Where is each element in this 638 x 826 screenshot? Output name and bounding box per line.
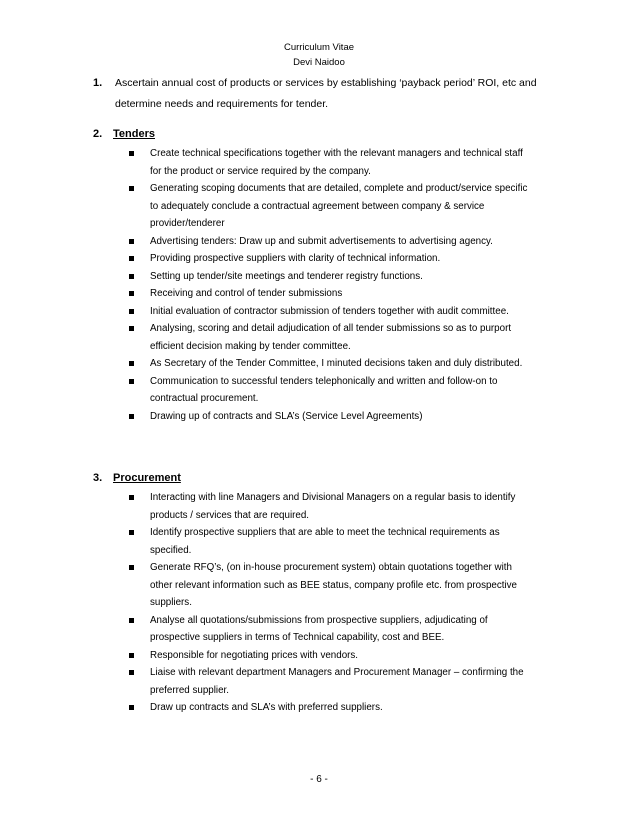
section-heading-procurement [93, 471, 181, 485]
list-item: Communication to successful tenders telephonically and written and follow-on to contractual procurement. [0, 373, 535, 408]
page-number: - 6 - [310, 774, 328, 785]
bullet-icon [129, 239, 134, 244]
list-item: Draw up contracts and SLA’s with preferred suppliers. [0, 699, 535, 717]
list-item: Responsible for negotiating prices with vendors. [0, 647, 535, 665]
list-item: As Secretary of the Tender Committee, I minuted decisions taken and duly distributed. [0, 355, 535, 373]
bullet-icon [129, 653, 134, 658]
bullet-icon [129, 495, 134, 500]
list-item: Initial evaluation of contractor submission of tenders together with audit committee. [0, 303, 535, 321]
list-item: Liaise with relevant department Managers and Procurement Manager – confirming the preferred supplier. [0, 664, 535, 699]
bullet-icon [129, 151, 134, 156]
item-1-text: Ascertain annual cost of products or services by establishing ‘payback period’ ROI, etc and determine needs and requirements for tender. [115, 77, 537, 110]
bullet-icon [129, 379, 134, 384]
section-heading-tenders [93, 127, 155, 141]
list-item: Generate RFQ’s, (on in-house procurement system) obtain quotations together with other relevant information such as BEE status, company profile etc. from prospective suppliers. [0, 559, 535, 612]
bullet-icon [129, 361, 134, 366]
list-item: Create technical specifications together with the relevant managers and technical staff for the product or service required by the company. [0, 145, 535, 180]
section-number: 3. [93, 472, 103, 484]
list-item: Interacting with line Managers and Divisional Managers on a regular basis to identify products / services that are required. [0, 489, 535, 524]
bullet-icon [129, 705, 134, 710]
bullet-icon [129, 670, 134, 675]
section-title: Tenders [113, 128, 155, 140]
tenders-list [0, 145, 638, 425]
author-name: Devi Naidoo [293, 57, 345, 68]
list-item: Generating scoping documents that are detailed, complete and product/service specific to adequately conclude a contractual agreement between company & service provider/tenderer [0, 180, 535, 233]
bullet-icon [129, 565, 134, 570]
list-item: Advertising tenders: Draw up and submit advertisements to advertising agency. [0, 233, 535, 251]
bullet-icon [129, 618, 134, 623]
bullet-icon [129, 326, 134, 331]
item-1-number: 1. [93, 77, 103, 89]
bullet-icon [129, 256, 134, 261]
list-item: Providing prospective suppliers with clarity of technical information. [0, 250, 535, 268]
bullet-icon [129, 530, 134, 535]
bullet-icon [129, 274, 134, 279]
bullet-icon [129, 291, 134, 296]
bullet-icon [129, 186, 134, 191]
section-number: 2. [93, 128, 103, 140]
list-item: Identify prospective suppliers that are able to meet the technical requirements as specified. [0, 524, 535, 559]
list-item: Receiving and control of tender submissions [0, 285, 535, 303]
list-item: Analysing, scoring and detail adjudication of all tender submissions so as to purport efficient decision making by tender committee. [0, 320, 535, 355]
bullet-icon [129, 309, 134, 314]
procurement-list [0, 489, 638, 717]
bullet-icon [129, 414, 134, 419]
list-item: Setting up tender/site meetings and tenderer registry functions. [0, 268, 535, 286]
document-title: Curriculum Vitae [283, 42, 355, 53]
section-title: Procurement [113, 472, 181, 484]
list-item: Drawing up of contracts and SLA’s (Service Level Agreements) [0, 408, 535, 426]
list-item: Analyse all quotations/submissions from prospective suppliers, adjudicating of prospective suppliers in terms of Technical capability, cost and BEE. [0, 612, 535, 647]
item-1 [95, 73, 555, 115]
